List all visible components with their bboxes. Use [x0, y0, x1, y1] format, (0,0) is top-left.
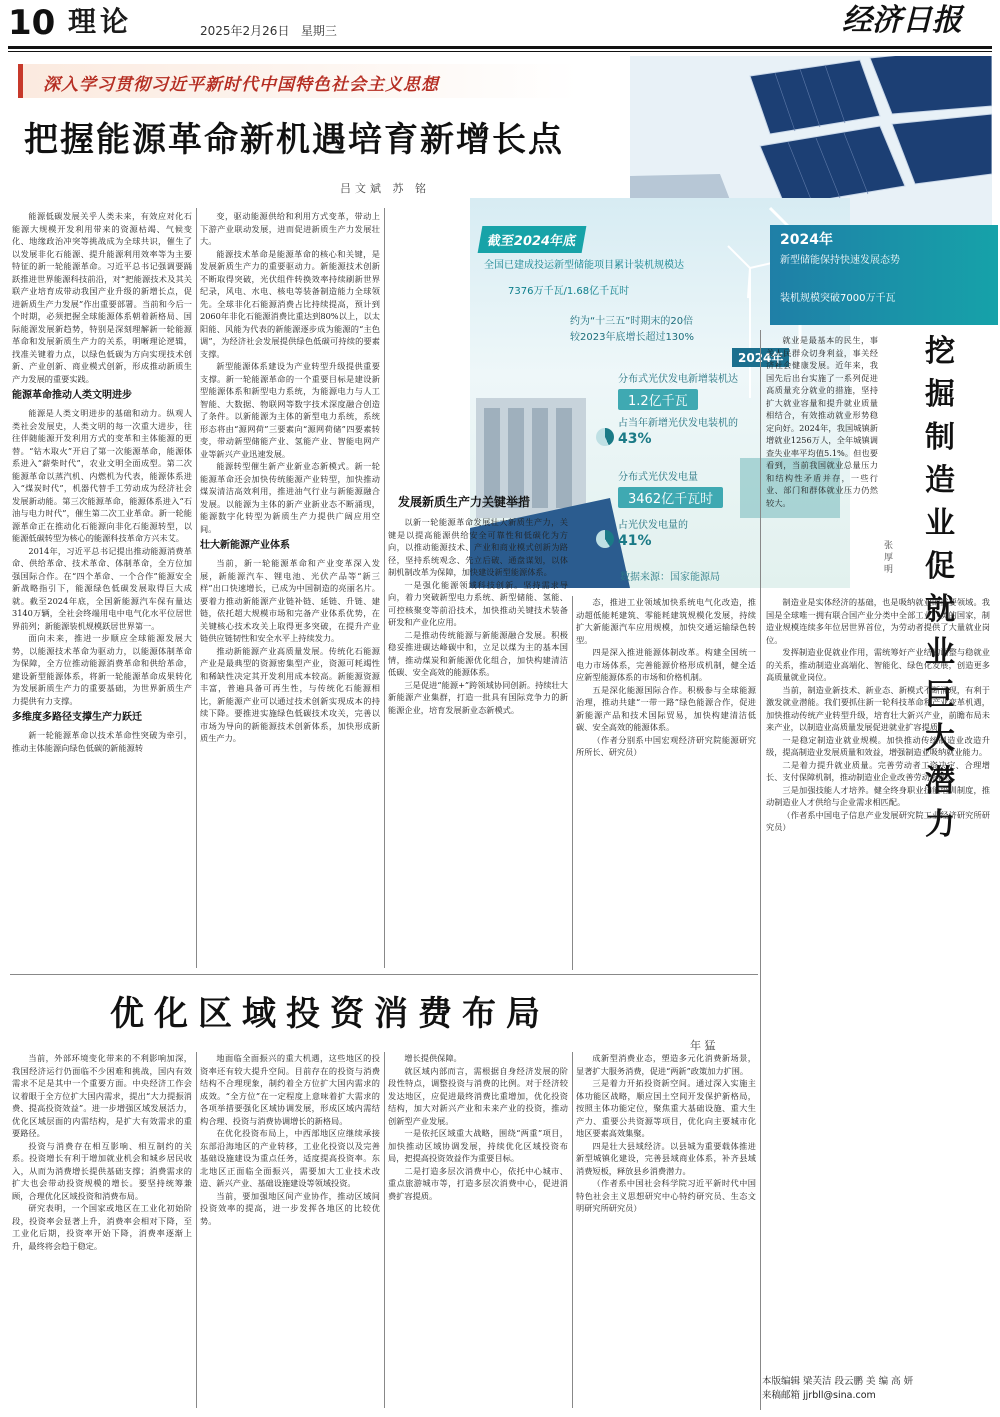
infographic-line1-value: 7376万千瓦/1.68亿千瓦时	[508, 286, 630, 297]
headline-char: 造	[925, 463, 955, 498]
article2-column-2	[200, 1052, 380, 1408]
author-note: （作者系中国电子信息产业发展研究院工业经济研究所研究员）	[766, 809, 990, 832]
paragraph: 当前，要加强地区间产业协作，推动区域间投资效率的提高，进一步发挥各地区的比较优势。	[200, 1190, 380, 1226]
paragraph: 当前，制造业新技术、新业态、新模式不断涌现，有利于激发就业潜能。我们要抓住新一轮科技革命和产业变革机遇，加快推动传统产业转型升级，培育壮大新兴产业，前瞻布局未来产业，以制造业高质量发展促进就业扩容提质。	[766, 684, 990, 732]
paragraph: 就区域内部而言，需根据自身经济发展的阶段性特点，调整投资与消费的比例。对于经济较发达地区，应促进最终消费比重增加，优化投资结构，加大对新兴产业和未来产业的投资，推动创新型产业发展。	[388, 1065, 568, 1126]
article2-column-1	[12, 1052, 192, 1408]
section-heading: 能源革命推动人类文明进步	[12, 390, 132, 401]
stat-label: 分布式光伏发电量	[618, 472, 698, 483]
paragraph: 一是稳定制造业就业规模。加快推动传统制造业改造升级，提高制造业发展质量和效益，增强制造业吸纳就业能力。	[766, 734, 990, 757]
energy-storage-box	[770, 225, 998, 325]
author-note: （作者分别系中国宏观经济研究院能源研究所所长、研究员）	[576, 734, 756, 757]
author-note: （作者系中国社会科学院习近平新时代中国特色社会主义思想研究中心特约研究员、生态文明研究所研究员）	[576, 1178, 756, 1213]
column-divider	[572, 1052, 573, 1408]
article1-column-4	[576, 596, 756, 970]
paragraph: 地面临全面振兴的重大机遇，这些地区的投资率还有较大提升空间。目前存在的投资与消费结构不合理现象，制约着全方位扩大国内需求的成效。“全方位”在一定程度上意味着扩大需求的各项举措要强化区域协调发展，形成区域内需结构合理、投资与消费协调增长的新格局。	[200, 1053, 380, 1126]
paragraph: 三是加强技能人才培养。健全终身职业技能培训制度，推动制造业人才供给与企业需求相匹配。	[766, 784, 990, 807]
paragraph: 制造业是实体经济的基础，也是吸纳就业的重要领域。我国是全球唯一拥有联合国产业分类中全部工业门类的国家，制造业规模连续多年位居世界首位，为劳动者提供了大量就业岗位。	[766, 597, 990, 645]
header-rule	[8, 46, 992, 49]
stat-distributed-pv-added	[618, 370, 748, 410]
stat-value: 41%	[618, 533, 652, 549]
headline-char: 就	[925, 592, 955, 627]
article3-column-top	[766, 334, 878, 590]
headline-char: 挖	[925, 334, 955, 369]
paragraph: 推动新能源产业高质量发展。传统化石能源产业是最典型的资源密集型产业，资源可耗竭性和稀缺性决定其开发利用成本较高。新能源资源丰富，普遍具备可再生性，与传统化石能源相比，新能源产业可以通过技术创新实现成本的持续下降。要推进实施绿色低碳技术攻关，完善以市场为导向的新能源技术创新体系，加快形成新质生产力。	[200, 645, 380, 743]
article1-column-1	[12, 210, 192, 970]
paragraph: 四是深入推进能源体制改革。构建全国统一电力市场体系，完善能源价格形成机制，健全适应新型能源体系的市场和价格机制。	[576, 647, 756, 682]
box2-year: 2024年	[780, 232, 833, 248]
column-divider	[384, 208, 385, 968]
paragraph: 在优化投资布局上，中西部地区应继续承接东部沿海地区的产业转移，工业化投资以及完善基础设施建设为重点任务，适度提高投资率。东北地区正面临全面振兴，需要加大工业技术改造、新兴产业、基础设施建设等领域投资。	[200, 1128, 380, 1188]
paragraph: 2014年，习近平总书记提出推动能源消费革命、供给革命、技术革命、体制革命，全方位加强国际合作。在“四个革命、一个合作”能源安全新战略指引下，能源绿色低碳发展取得巨大成就。截至2024年底，全国新能源汽车保有量达3140万辆，全社会终端用电中电气化水平位居世界前列；新能源装机规模跃居世界第一。	[12, 545, 192, 631]
headline-char: 力	[925, 807, 955, 842]
column-banner	[18, 64, 578, 98]
column-divider	[196, 1052, 197, 1408]
column-divider	[196, 208, 197, 968]
stat-value: 43%	[618, 431, 652, 447]
stat-distributed-output	[618, 468, 748, 508]
paragraph: 发挥制造业促就业作用，需统筹好产业结构调整与稳就业的关系，推动制造业高端化、智能化、绿色化发展，创造更多高质量就业岗位。	[766, 647, 990, 682]
paragraph: 当前，新一轮能源革命和产业变革深入发展，新能源汽车、锂电池、光伏产品等“新三样”出口快速增长，已成为中国制造的亮丽名片。要着力推动新能源产业链补链、延链、升链、建链，依托超大规模市场和完备产业体系优势，在关键核心技术攻关上取得更多突破，在提升产业链供应链韧性和安全水平上持续发力。	[200, 558, 380, 643]
paragraph: 以新一轮能源革命发展壮大新质生产力，关键是以提高能源供给安全可靠性和低碳化为方向，以推动能源技术、产业和商业模式创新为路径，坚持系统观念、先立后破、通盘谋划，以体制机制改革为保障，加快建设新型能源体系。	[388, 517, 568, 577]
headline-char: 潜	[925, 764, 955, 799]
paragraph: 五是深化能源国际合作。积极参与全球能源治理，推动共建“一带一路”绿色能源合作，促进新能源产品和技术国际贸易，加快构建清洁低碳、安全高效的能源体系。	[576, 684, 756, 732]
column-banner-text: 深入学习贯彻习近平新时代中国特色社会主义思想	[43, 75, 439, 95]
header-rule-thin	[8, 51, 992, 52]
stat-output-share	[618, 516, 748, 549]
headline-char: 巨	[925, 678, 955, 713]
section-heading: 壮大新能源产业体系	[200, 540, 290, 551]
infographic-mid	[570, 314, 760, 346]
infographic-as-of-label: 截至2024年底	[478, 226, 587, 253]
headline-char: 业	[925, 635, 955, 670]
headline-char: 业	[925, 506, 955, 541]
article1-headline: 把握能源革命新机遇培育新增长点	[24, 120, 564, 160]
paragraph: 能源转型催生新产业新业态新模式。新一轮能源革命还会加快传统能源产业转型，加快推动煤炭清洁高效利用，推进油气行业与新能源融合发展。以能源为主体的新产业新业态不断涌现，能源数字化转型为新质生产力提供广阔应用空间。	[200, 461, 380, 534]
headline-char: 促	[925, 549, 955, 584]
paragraph: 就业是最基本的民生，事关人民群众切身利益，事关经济社会健康发展。近年来，我国先后出台实施了一系列促进高质量充分就业的措施，坚持扩大就业容量和提升就业质量相结合，有效推动就业形势稳定向好。2024年，我国城镇新增就业1256万人，全年城镇调查失业率平均值5.1%。但也要看到，当前我国就业总量压力和结构性矛盾并存，一些行业、部门和群体就业压力仍然较大。	[766, 335, 878, 508]
article1-column-3	[388, 516, 568, 970]
pie-chart-icon	[596, 530, 614, 548]
editors-line: 本版编辑 梁芙洁 段云鹏 美 编 高 妍	[762, 1376, 914, 1387]
headline-char: 制	[925, 420, 955, 455]
stat-label: 分布式光伏发电新增装机达	[618, 374, 738, 385]
paragraph: 能源是人类文明进步的基础和动力。纵观人类社会发展史，人类文明的每一次重大进步，往往伴随能源开发利用方式的变革和主体能源的更替。“钻木取火”开启了第一次能源革命，能源体系进入“薪柴时代”，农业文明全面成型。第二次能源革命以蒸汽机、内燃机为代表，能源体系进入“煤炭时代”，机器代替手工劳动成为经济社会发展新动能。第三次能源革命，能源体系进入“石油与电力时代”，催生第二次工业革命。新一轮能源革命正在推动化石能源向非化石能源转型，以能源低碳转型为核心的能源科技革命方兴未艾。	[12, 408, 192, 543]
article1-column-2	[200, 210, 380, 970]
article3-column-main	[766, 596, 990, 1370]
section-divider	[10, 974, 758, 975]
stat-label: 占当年新增光伏发电装机的	[618, 418, 738, 429]
paragraph: 增长提供保障。	[404, 1053, 462, 1063]
stat-value: 1.2亿千瓦	[618, 389, 698, 410]
box2-text: 新型储能保持快速发展态势	[780, 255, 900, 266]
paragraph: 态，推进工业领域加快系统电气化改造，推动超低能耗建筑、零能耗建筑规模化发展，持续扩大新能源汽车应用规模，加快交通运输绿色转型。	[576, 597, 756, 645]
column-divider	[760, 330, 761, 1410]
page-credits	[762, 1375, 913, 1403]
column-divider	[572, 596, 573, 970]
headline-char: 大	[925, 721, 955, 756]
email-line: 来稿邮箱 jjrbll@sina.com	[762, 1390, 876, 1401]
article2-headline: 优化区域投资消费布局	[110, 994, 550, 1034]
paragraph: 二是打造多层次消费中心，依托中心城市、重点旅游城市等，打造多层次消费中心，促进消费扩容提质。	[388, 1165, 568, 1201]
paragraph: 研究表明，一个国家或地区在工业化初始阶段，投资率会显著上升，消费率会相对下降，至工业化后期，投资率开始下降，消费率逐渐上升，最终将会趋于稳定。	[12, 1203, 192, 1251]
paragraph: 四是壮大县域经济。以县城为重要载体推进新型城镇化建设，完善县域商业体系，补齐县域消费短板，释放县乡消费潜力。	[576, 1140, 756, 1176]
section-heading: 多维度多路径支撑生产力跃迁	[12, 712, 142, 723]
paragraph: 一是依托区域重大战略，围绕“两重”项目，加快推动区域协调发展，持续优化区域投资布局，把提高投资效益作为重要目标。	[388, 1128, 568, 1163]
page-number: 10	[8, 3, 56, 43]
stat-label: 占光伏发电量的	[618, 520, 688, 531]
newspaper-logo: 经济日报	[842, 3, 962, 38]
infographic-year-badge: 2024年	[732, 348, 789, 367]
paragraph: 能源低碳发展关乎人类未来，有效应对化石能源大规模开发利用带来的资源枯竭、气候变化、地缘政治冲突等挑战成为全球共识，催生了以发展非化石能源、提升能源利用效率等为主要特征的新一轮能源革命。习近平总书记强调要踊跃推进世界能源科技前沿，对“把能源技术及其关联产业培育成带动我国产业升级的新增长点，促进新质生产力发展”作出重要部署。当前和今后一个时期，必须把握全球能源体系朝着新格局、国际能源发展新趋势，特别是深刻理解新一轮能源革命和发展新质生产力的关系，明晰理论逻辑，找准关键着力点，以绿色低碳为方向实现技术创新、产业创新、商业模式创新，形成推动新质生产力发展的重要实践。	[12, 211, 192, 384]
dateline	[200, 22, 337, 39]
paragraph: 投资与消费存在相互影响、相互制约的关系。投资增长有利于增加就业机会和城乡居民收入，从而为消费增长提供基础支撑；消费需求的扩大也会带动投资规模的增长。要坚持统筹兼顾，合理优化区域投资和消费布局。	[12, 1140, 192, 1201]
paragraph: 三是促进“能源+”跨领域协同创新。持续壮大新能源产业集群，打造一批具有国际竞争力的新能源企业，培育发展新业态新模式。	[388, 679, 568, 715]
column-divider	[384, 1052, 385, 1408]
paragraph: 能源技术革命是能源革命的核心和关键，是发展新质生产力的重要驱动力。新能源技术创新不断取得突破，光伏组件转换效率持续刷新世界纪录，风电、水电、核电等装备制造能力全球领先。全球非化石能源消费占比持续提高，预计到2060年非化石能源消费比重达到80%以上，以太阳能、风能为代表的新能源逐步成为能源的“主色调”，为经济社会发展提供绿色低碳可持续的要素支撑。	[200, 248, 380, 359]
paragraph: 二是着力提升就业质量。完善劳动者工资决定、合理增长、支付保障机制，推动制造业企业改善劳动条件。	[766, 759, 990, 782]
paragraph: 三是着力开拓投资新空间。通过深入实施主体功能区战略，顺应国土空间开发保护新格局，按照主体功能定位，聚焦重大基础设施、重大生产力、重要公共资源等项目，优化向主要城市化地区要素高效集聚。	[576, 1078, 756, 1138]
paragraph: 一是强化能源领域科技创新。坚持需求导向，着力突破新型电力系统、新型储能、氢能、可控核聚变等前沿技术，加快推动关键技术装备研发和产业化应用。	[388, 579, 568, 627]
article3-byline: 张厚明	[884, 541, 894, 575]
paragraph: 成新型消费业态，塑造多元化消费新场景，显著扩大服务消费，促进“两新”政策加力扩围。	[576, 1053, 756, 1076]
article2-column-3	[388, 1052, 568, 1408]
infographic-line2: 约为“十三五”时期末的20倍	[570, 316, 694, 327]
box2-value: 装机规模突破7000万千瓦	[780, 293, 896, 304]
infographic-line3: 较2023年底增长超过130%	[570, 332, 695, 343]
date: 2025年2月26日	[200, 24, 290, 38]
paragraph: 二是推动传统能源与新能源融合发展。积极稳妥推进碳达峰碳中和，立足以煤为主的基本国情，推动煤炭和新能源优化组合，加快构建清洁低碳、安全高效的能源体系。	[388, 629, 568, 677]
article1-byline: 吕文斌 苏 铭	[340, 182, 430, 195]
article2-byline: 年 猛	[690, 1039, 716, 1052]
paragraph: 变，驱动能源供给和利用方式变革，带动上下游产业联动发展，进而促进新质生产力发展壮大。	[200, 211, 380, 246]
paragraph: 面向未来，推进一步顺应全球能源发展大势，以能源技术革命为驱动力，以能源体制革命为保障，全方位推动能源消费革命和供给革命，建设新型能源体系，将新一轮能源革命成果转化为发展新质生产力的重要基础，为世界新质生产力提供有力支撑。	[12, 633, 192, 706]
weekday: 星期三	[300, 24, 337, 38]
paragraph: 新一轮能源革命以技术革命性突破为牵引，推动主体能源向绿色低碳的新能源转	[12, 730, 192, 753]
pie-chart-icon	[596, 428, 614, 446]
paragraph: 当前，外部环境变化带来的不利影响加深，我国经济运行仍面临不少困难和挑战，国内有效需求不足是其中一个重要方面。中央经济工作会议着眼于全方位扩大国内需求，提出“大力提振消费、提高投资效益”。进一步增强区域发展活力，优化区域层面的内需结构，是扩大有效需求的重要路径。	[12, 1053, 192, 1138]
stat-value: 3462亿千瓦时	[618, 487, 723, 508]
headline-char: 掘	[925, 377, 955, 412]
section-title: 理论	[68, 5, 133, 38]
infographic-source: 数据来源：国家能源局	[620, 572, 720, 583]
infographic-line1: 全国已建成投运新型储能项目累计装机规模达	[484, 260, 684, 271]
article2-column-4	[576, 1052, 756, 1408]
article1-subheading: 发展新质生产力关键举措	[398, 495, 531, 509]
paragraph: 新型能源体系建设为产业转型升级提供重要支撑。新一轮能源革命的一个重要目标是建设新型能源体系和新型电力系统，为能源电力与人工智能、大数据、物联网等数字技术深度融合创造了条件。以新能源为主体的新型电力系统，系统形态将由“源网荷”三要素向“源网荷储”四要素转变，带动新型储能产业、氢能产业、智能电网产业等新兴产业迅速发展。	[200, 361, 380, 459]
stat-distributed-share	[618, 414, 748, 447]
